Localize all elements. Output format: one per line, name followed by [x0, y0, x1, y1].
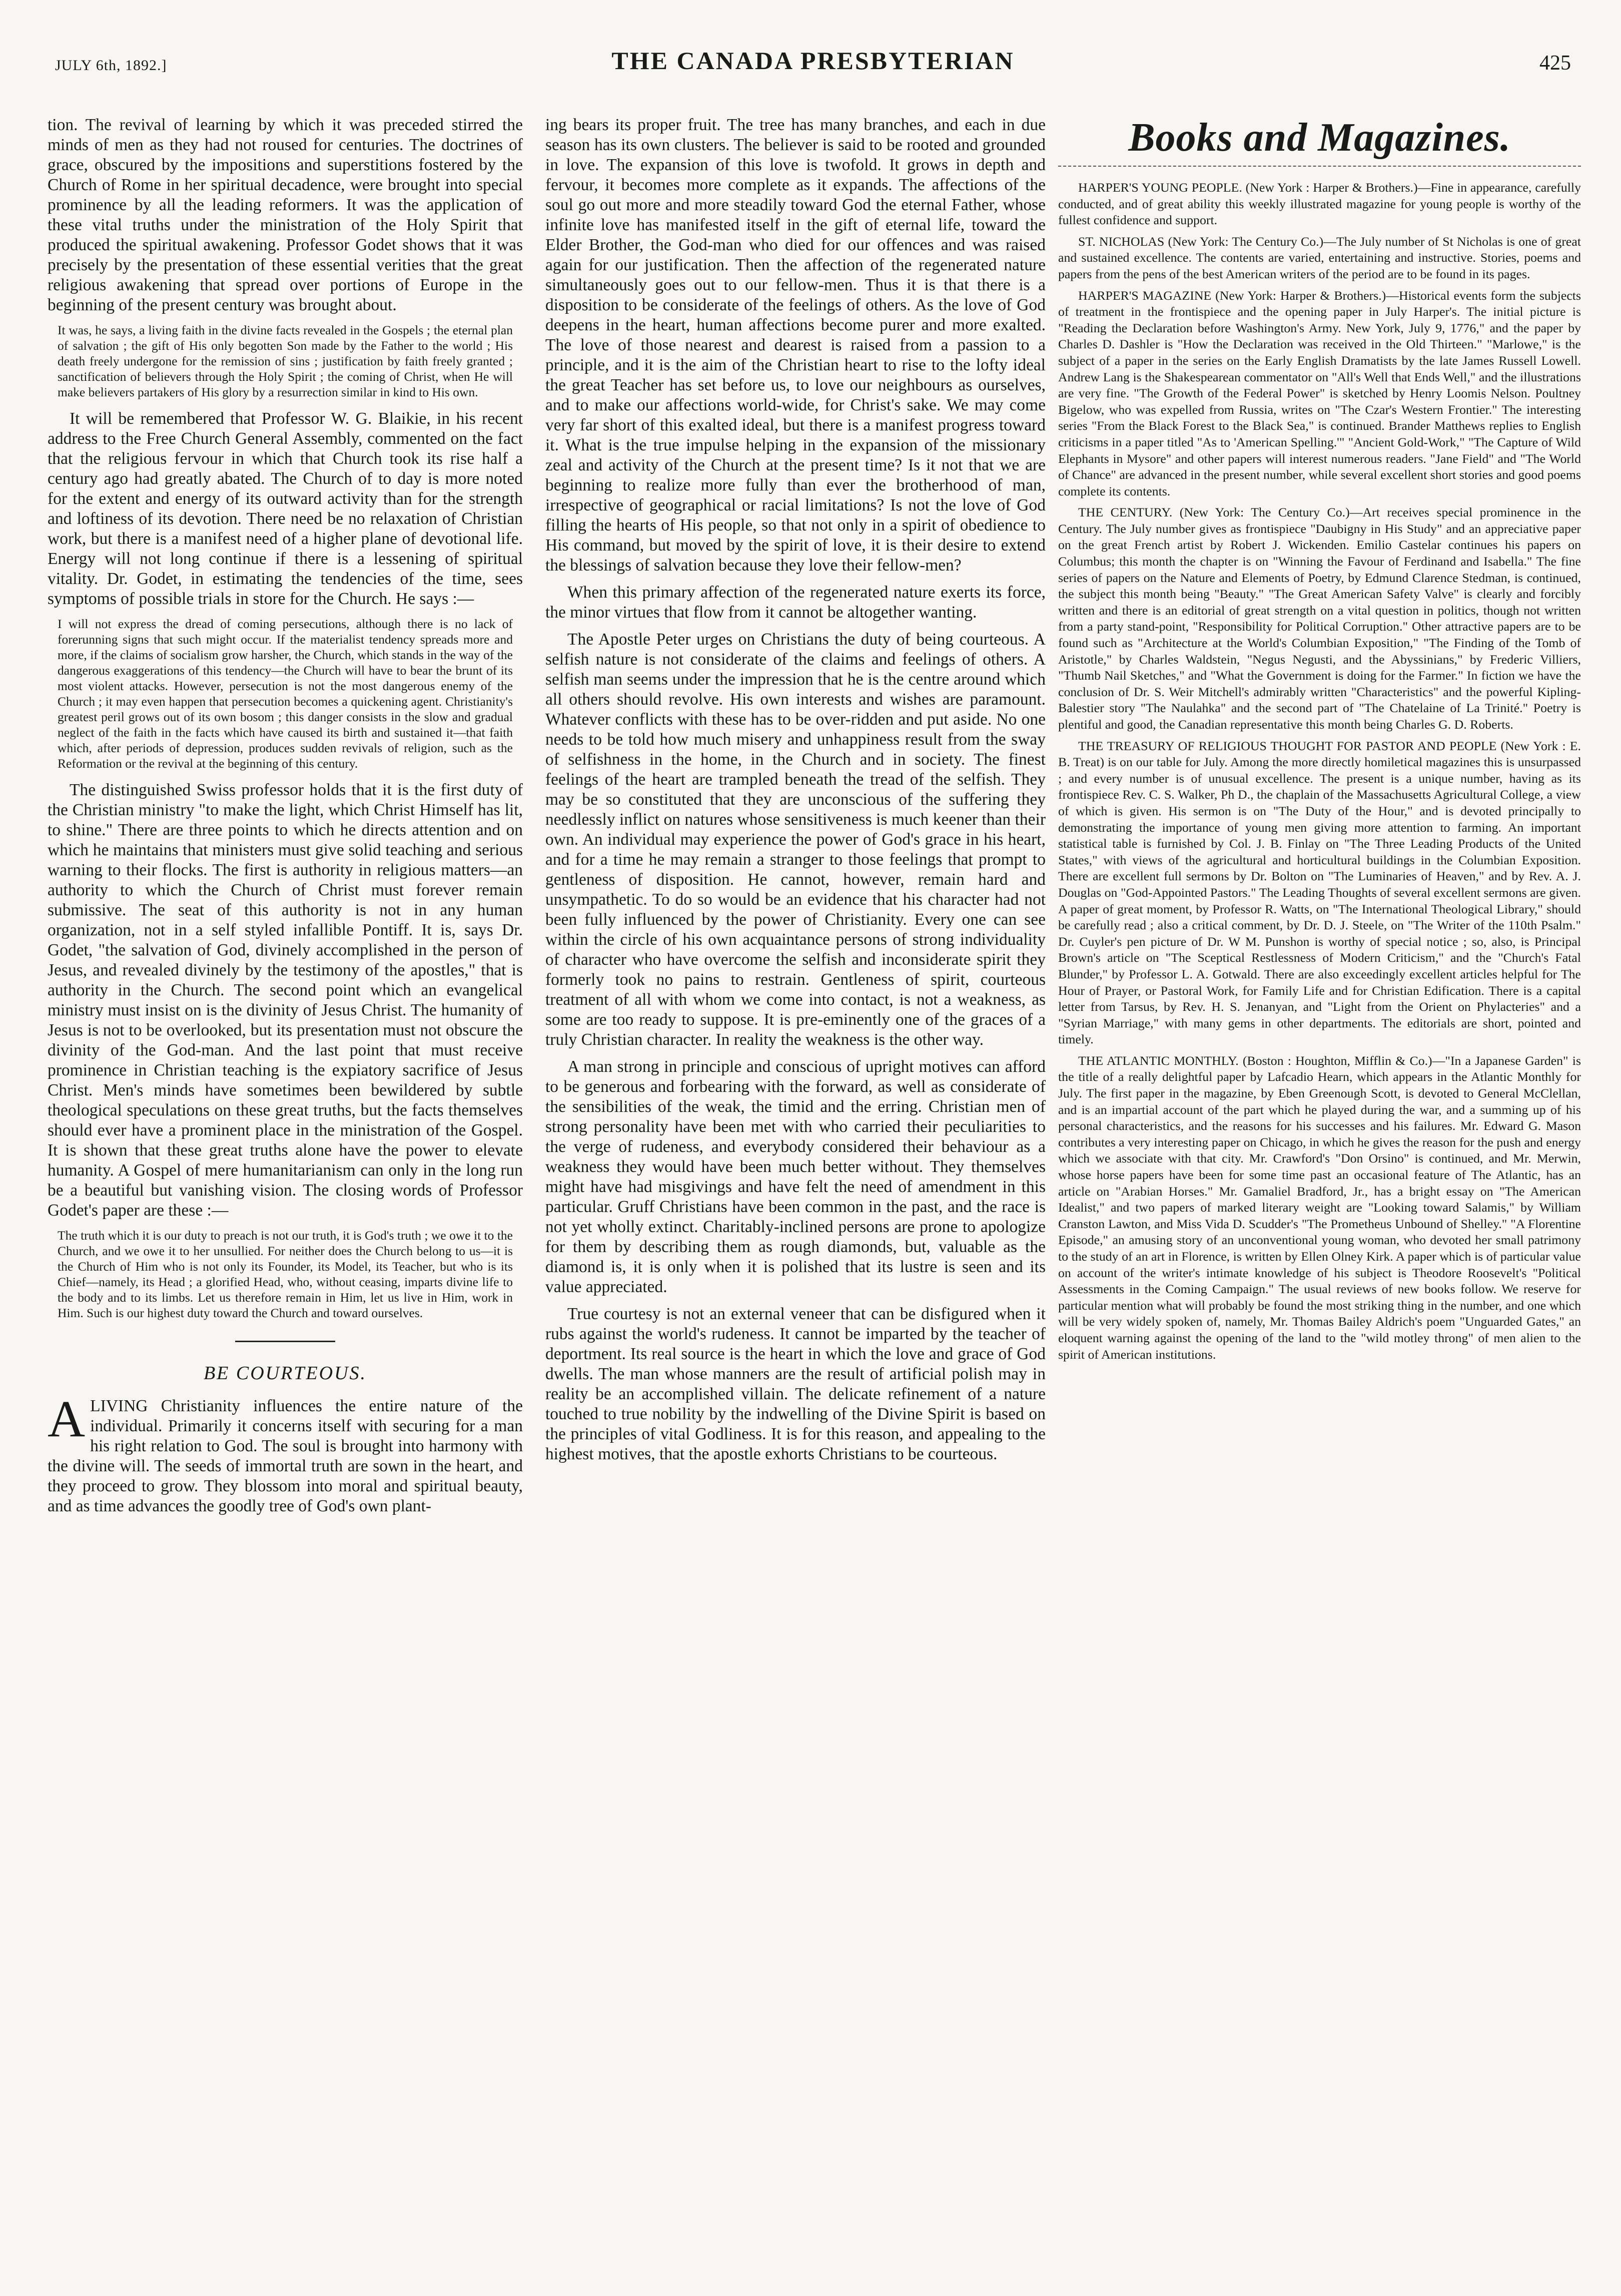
paragraph-dropcap: [48, 1390, 523, 1516]
paragraph: The Apostle Peter urges on Christians the duty of being courteous. A selfish nature is not considerate of the claims and feelings of others. A selfish man seems under the impression that he is the centre around which all others should revolve. His own interests and wishes are paramount. Whatever conflicts with these has to be over-ridden and put aside. No one needs to be told how much misery and unhappiness result from the sway of selfishness in the home, in the Church and in society. The finest feelings of the heart are trampled beneath the tread of the selfish. They may be so constituted that they are unconscious of the suffering they needlessly inflict on natures whose sensitiveness is much keener than their own. An individual may experience the power of God's grace in his heart, and for a time he may remain a stranger to those feelings that prompt to gentleness of disposition. He cannot, however, remain hard and unsympathetic. To do so would be an evidence that his character had not been fully influenced by the power of Christianity. Every one can see within the circle of his own acquaintance persons of strong individuality of character who have overcome the selfish and inconsiderate spirit they formerly took no pains to restrain. Gentleness of spirit, courteous treatment of all with whom we come into contact, is not a weakness, as some are too ready to suppose. It is pre-eminently one of the graces of a truly Christian character. In reality the weakness is the other way.: [545, 630, 1046, 1049]
page-number: 425: [1539, 52, 1571, 75]
review-item: HARPER'S YOUNG PEOPLE. (New York : Harper & Brothers.)—Fine in appearance, carefully conducted, and of great ability this weekly illustrated magazine for young people is worthy of the fullest confidence and support.: [1058, 180, 1581, 228]
block-quote: It was, he says, a living faith in the divine facts revealed in the Gospels ; the eternal plan of salvation ; the gift of His only begotten Son made by the Father to the world ; His death freely undergone for the remission of sins ; justification by faith freely granted ; sanctification of believers through the Holy Spirit ; the coming of Christ, when He will make believers partakers of His glory by a resurrection similar in kind to His own.: [58, 323, 513, 399]
paragraph: tion. The revival of learning by which it was preceded stirred the minds of men as they had not roused for centuries. The doctrines of grace, obscured by the impositions and superstitions fostered by the Church of Rome in her spiritual decadence, were brought into special prominence by all the leading reformers. It was the application of these vital truths under the ministration of the Holy Spirit that produced the spiritual awakening. Professor Godet shows that it was precisely by the presentation of these essential verities that the great religious awakening that spread over portions of Europe in the beginning of the present century was brought about.: [48, 116, 523, 314]
section-title: BE COURTEOUS.: [203, 1363, 367, 1384]
paragraph: It will be remembered that Professor W. G. Blaikie, in his recent address to the Free Church General Assembly, commented on the fact that the religious fervour in which that Church took its rise half a century ago had greatly abated. The Church of to day is more noted for the extent and energy of its outward activity than for the strength and loftiness of its devotion. There need be no relaxation of Christian work, but there is a manifest need of a higher plane of devotional life. Energy will not long continue if there is a lessening of spiritual vitality. Dr. Godet, in estimating the tendencies of the time, sees symptoms of possible trials in store for the Church. He says :—: [48, 409, 523, 608]
paragraph: ing bears its proper fruit. The tree has many branches, and each in due season has its own clusters. The believer is said to be rooted and grounded in love. The expansion of this love is twofold. It grows in depth and fervour, it becomes more complete as it expands. The affections of the soul go out more and more steadily toward God the eternal Father, whose infinite love has manifested itself in the gift of eternal life, toward the Elder Brother, the God-man who died for our offences and was raised again for our justification. Then the affection of the regenerated nature simultaneously goes out to our fellow-men. Thus it is that there is a disposition to be considerate of the feelings of others. As the love of God deepens in the heart, human affections become purer and more exalted. The love of those nearest and dearest is raised from a passion to a principle, and it is the aim of the Christian heart to rise to the lofty ideal the great Teacher has set before us, to love our neighbours as ourselves, and to make our affections world-wide, for Christ's sake. We may come very far short of this exalted ideal, but there is a manifest progress toward it. What is the true impulse helping in the expansion of the missionary zeal and activity of the Church at the present time? Is it not that we are beginning to realize more fully than ever the brotherhood of man, irrespective of geographical or racial limitations? Is not the love of God filling the hearts of His people, so that not only in a spirit of obedience to His command, but moved by the spirit of love, it is their desire to extend the blessings of salvation because they love their fellow-men?: [545, 116, 1046, 575]
paragraph: A man strong in principle and conscious of upright motives can afford to be generous and forbearing with the forward, as well as considerate of the sensibilities of the weak, the timid and the erring. Christian men of strong personality have been met with who carried their peculiarities to the verge of rudeness, and everybody considered their behaviour as a weakness they would have been much better without. They themselves might have had misgivings and have felt the need of amendment in this particular. Gruff Christians have been common in the past, and the race is not yet wholly extinct. Charitably-inclined persons are prone to apologize for them by describing them as rough diamonds, but, valuable as the diamond is, it is only when it is polished that its lustre is seen and its value appreciated.: [545, 1057, 1046, 1296]
block-quote: I will not express the dread of coming persecutions, although there is no lack of forerunning signs that such might occur. If the materialist tendency spreads more and more, if the claims of socialism grow harsher, the Church, which stands in the way of the dangerous exaggerations of this tendency—the Church will have to bear the brunt of its most violent attacks. However, persecution is not the most dangerous enemy of the Church ; it may even happen that persecution becomes a quickening agent. Christianity's greatest peril grows out of its own bosom ; this danger consists in the slow and gradual neglect of the faith in the facts which have caused its birth and sustained it—that faith which, after periods of depression, produces sudden revivals of religion, such as the Reformation or the revival at the beginning of this century.: [58, 617, 513, 771]
section-divider: [235, 1341, 335, 1342]
publication-title: THE CANADA PRESBYTERIAN: [611, 47, 1015, 75]
page-header: [55, 46, 1571, 81]
paragraph: When this primary affection of the regenerated nature exerts its force, the minor virtues that flow from it cannot be altogether wanting.: [545, 583, 1046, 622]
column-left: [48, 115, 523, 1523]
review-item: ST. NICHOLAS (New York: The Century Co.)—The July number of St Nicholas is one of great and sustained excellence. The contents are varied, entertaining and instructive. Stories, poems and papers from the pens of the best American writers of the period are to be found in its pages.: [1058, 234, 1581, 281]
issue-date: JULY 6th, 1892.]: [55, 57, 167, 74]
column-middle: [545, 115, 1046, 1471]
paragraph: The distinguished Swiss professor holds that it is the first duty of the Christian ministry "to make the light, which Christ Himself has lit, to shine." There are three points to which he directs attention and on which he maintains that ministers must give solid teaching and serious warning to their flocks. The first is authority in religious matters—an authority to which the Church of Christ must forever remain submissive. The seat of this authority is not in any human organization, not in a self styled infallible Pontiff. It is, says Dr. Godet, "the salvation of God, divinely accomplished in the person of Jesus, and revealed divinely by the testimony of the apostles," that is authority in the Church. The second point which an evangelical ministry must insist on is the divinity of Jesus Christ. The humanity of Jesus is not to be overlooked, but its presentation must not obscure the divinity of the God-man. And the last point that must receive prominence in Christian teaching is the expiatory sacrifice of Jesus Christ. Men's minds have sometimes been bewildered by subtle theological speculations on these great truths, but the facts themselves should ever have a prominent place in the ministration of the Gospel. It is shown that these great truths alone have the power to elevate humanity. A Gospel of mere humanitarianism can only in the long run be a beautiful but vanishing vision. The closing words of Professor Godet's paper are these :—: [48, 781, 523, 1220]
paragraph-text: Christianity influences the entire nature of the individual. Primarily it concerns itself with securing for a man his right relation to God. The soul is brought into harmony with the divine will. The seeds of immortal truth are sown in the heart, and they proceed to grow. They blossom into moral and spiritual beauty, and as time advances the goodly tree of God's own plant-: [48, 1397, 523, 1515]
dropcap-word: LIVING: [90, 1397, 148, 1415]
drop-cap: A: [48, 1390, 86, 1448]
review-item: THE TREASURY OF RELIGIOUS THOUGHT FOR PASTOR AND PEOPLE (New York : E. B. Treat) is on our table for July. Among the more directly homiletical magazines this is unsurpassed ; and every number is of unusual excellence. The present is a unique number, having as its frontispiece Rev. C. S. Walker, Ph D., the chaplain of the Massachusetts Agricultural College, a view of which is given. His sermon is on "The Duty of the Hour," and is devoted principally to demonstrating the importance of young men giving more attention to farming. An important statistical table is furnished by Col. J. B. Finlay on "The Three Leading Products of the United States," with views of the agricultural and horticultural buildings in the Columbian Exposition. There are excellent full sermons by Dr. Bolton on "The Luminaries of Heaven," and by Rev. A. J. Douglas on "God-Appointed Pastors." The Leading Thoughts of several excellent sermons are given. A paper of great moment, by Professor R. Watts, on "The International Theological Library," should be carefully read ; also a critical comment, by Dr. D. J. Steele, on "The Writer of the 110th Psalm." Dr. Cuyler's pen picture of Dr. W M. Punshon is worthy of special notice ; so, also, is Principal Brown's article on "The Sceptical Restlessness of Modern Criticism," and the "Church's Fatal Blunder," by Professor L. A. Gotwald. There are also exceedingly excellent articles helpful for The Hour of Prayer, or Pastoral Work, for Family Life and for Christian Edification. There is a capital letter from Tarsus, by Rev. H. S. Jenanyan, and "Light from the Orient on Phylacteries" and a "Syrian Marriage," with many gems in other departments. The editorials are short, pointed and timely.: [1058, 738, 1581, 1047]
block-quote: The truth which it is our duty to preach is not our truth, it is God's truth ; we owe it to the Church, and we owe it to her unsullied. For neither does the Church belong to us—it is the Church of Him who is not only its Founder, its Model, its Teacher, but who is its Chief—namely, its Head ; a glorified Head, who, without ceasing, imparts divine life to the body and to its limbs. Let us therefore remain in Him, let us live in Him, work in Him. Such is our highest duty toward the Church and toward ourselves.: [58, 1228, 513, 1320]
review-item: THE ATLANTIC MONTHLY. (Boston : Houghton, Mifflin & Co.)—"In a Japanese Garden" is the title of a really delightful paper by Lafcadio Hearn, which appears in the Atlantic Monthly for July. The first paper in the magazine, by Eben Greenough Scott, is devoted to General McClellan, and is an impartial account of the part which he played during the war, and a summing up of his personal characteristics, and the reasons for his successes and his failures. Mr. Edward G. Mason contributes a very interesting paper on Chicago, in which he gives the reason for the push and energy which we associate with that city. Mr. Crawford's "Don Orsino" is continued, and Mr. Merwin, whose horse papers have been for some time past an occasional feature of The Atlantic, has an article on "Arabian Horses." Mr. Gamaliel Bradford, Jr., has a bright essay on "The American Idealist," and two papers of marked literary weight are "Looking toward Salamis," by William Cranston Lawton, and Miss Vida D. Scudder's "The Prometheus Unbound of Shelley." "A Florentine Episode," an amusing story of an unconventional young woman, who devoted her small patrimony to the study of an art in Florence, is written by Ellen Olney Kirk. A paper which is of particular value on account of the writer's intimate knowledge of his subject is Theodore Roosevelt's "Political Assessments in the Coming Campaign." The usual reviews of new books follow. We reserve for particular mention what will probably be found the most striking thing in the number, and one which will be very widely spoken of, namely, Mr. Thomas Bailey Aldrich's poem "Unguarded Gates," an eloquent warning against the opening of the land to the "wild motley throng" of men alien to the spirit of American institutions.: [1058, 1053, 1581, 1362]
review-item: HARPER'S MAGAZINE (New York: Harper & Brothers.)—Historical events form the subjects of treatment in the frontispiece and the opening paper in July Harper's. The initial picture is "Reading the Declaration before Washington's Army. New York, July 9, 1776," and the paper by Charles D. Dashler is "How the Declaration was received in the Old Thirteen." "Marlowe," is the subject of a paper in the series on the Early English Dramatists by the late James Russell Lowell. Andrew Lang is the Shakespearean commentator on "All's Well that Ends Well," and the illustrations are very fine. "The Growth of the Federal Power" is sketched by Henry Loomis Nelson. Poultney Bigelow, who was expelled from Russia, writes on "The Czar's Western Frontier." The interesting series "From the Black Forest to the Black Sea," is continued. Brander Matthews replies to English criticisms in a paper titled "As to 'American Spelling.'" "Ancient Gold-Work," "The Capture of Wild Elephants in Mysore" and other papers will interest numerous readers. "Jane Field" and "The World of Chance" are advanced in the present number, while several excellent short stories and good poems complete its contents.: [1058, 288, 1581, 498]
column-right: [1058, 115, 1581, 1368]
review-item: THE CENTURY. (New York: The Century Co.)—Art receives special prominence in the Century. The July number gives as frontispiece "Daubigny in His Study" and an appreciative paper on the great French artist by Robert J. Wickenden. Emilio Castelar continues his papers on Columbus; this month the chapter is on "Winning the Favour of Ferdinand and Isabella." The fine series of papers on the Nature and Elements of Poetry, by Edmund Clarence Stedman, is continued, the subject this month being "Beauty." "The Great American Safety Valve" is clearly and forcibly written and there is an editorial of great strength on a vital question in politics, though not written from a party stand-point, "Responsibility for Political Corruption." Other attractive papers are to be found such as "Architecture at the World's Columbian Exposition," "The Finding of the Tomb of Aristotle," by Charles Waldstein, "Negus Negusti, and the Abyssinians," by Frederic Villiers, "Thumb Nail Sketches," and "What the Government is doing for the Farmer." In fiction we have the conclusion of Dr. S. Weir Mitchell's admirably written "Characteristics" and the powerful Kipling-Balestier story "The Naulahka" and the second part of "The Chatelaine of La Trinité." Poetry is plentiful and good, the Canadian representative this month being Charles G. D. Roberts.: [1058, 505, 1581, 732]
paragraph: True courtesy is not an external veneer that can be disfigured when it rubs against the world's rudeness. It cannot be imparted by the teacher of deportment. Its real source is the heart in which the love and grace of God dwells. The man whose manners are the result of artificial polish may in reality be an accomplished villain. The delicate refinement of a nature touched to true nobility by the indwelling of the Divine Spirit is based on the principles of vital Godliness. It is for this reason, and appealing to the highest motives, that the apostle exhorts Christians to be courteous.: [545, 1305, 1046, 1463]
masthead-divider: [1058, 166, 1581, 167]
section-masthead: Books and Magazines.: [1128, 116, 1511, 160]
